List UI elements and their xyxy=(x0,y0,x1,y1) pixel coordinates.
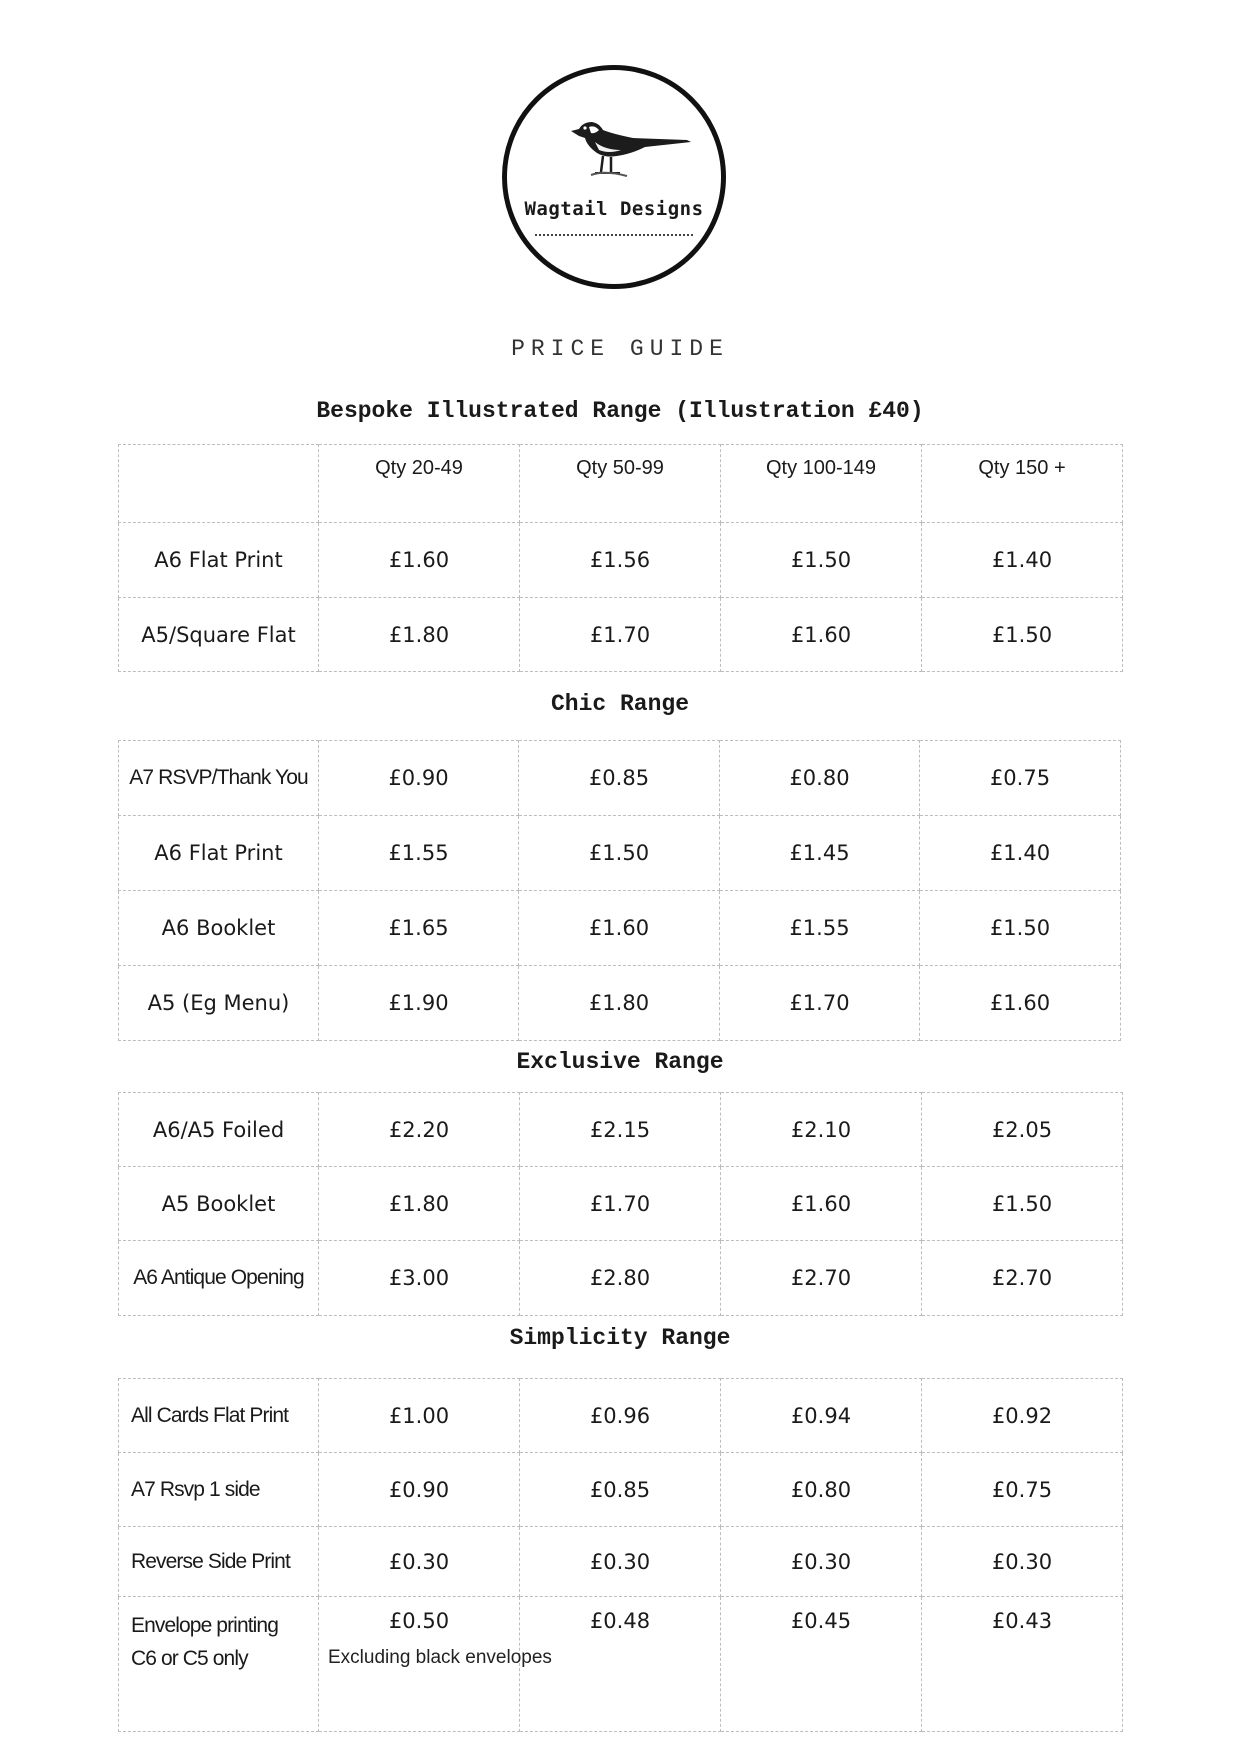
price-cell: £1.70 xyxy=(720,966,920,1041)
price-cell: £1.50 xyxy=(922,1167,1123,1241)
range-title-bespoke: Bespoke Illustrated Range (Illustration £40) xyxy=(316,398,924,424)
row-label: All Cards Flat Print xyxy=(119,1379,319,1453)
price-cell: £0.30 xyxy=(922,1527,1123,1597)
price-cell: £1.40 xyxy=(920,816,1121,891)
brand-name: Wagtail Designs xyxy=(524,198,704,220)
price-cell: £2.70 xyxy=(922,1241,1123,1316)
header-empty-cell xyxy=(119,445,319,523)
row-label-line1: Envelope printing xyxy=(131,1614,278,1637)
price-cell: £2.20 xyxy=(319,1093,520,1167)
table-row xyxy=(119,598,1123,672)
price-cell: £0.75 xyxy=(920,741,1121,816)
table-row xyxy=(119,523,1123,598)
price-cell: £0.90 xyxy=(319,1453,520,1527)
price-cell xyxy=(319,1597,552,1732)
price-table-exclusive xyxy=(118,1092,1123,1316)
table-row xyxy=(119,1241,1123,1316)
price-cell: £1.50 xyxy=(920,891,1121,966)
price-cell: £2.70 xyxy=(721,1241,922,1316)
table-row xyxy=(119,1167,1123,1241)
range-title-exclusive: Exclusive Range xyxy=(516,1049,724,1075)
price-cell: £2.15 xyxy=(520,1093,721,1167)
row-label: A7 RSVP/Thank You xyxy=(119,741,319,816)
row-label: A5 (Eg Menu) xyxy=(119,966,319,1041)
row-label: Reverse Side Print xyxy=(119,1527,319,1597)
table-row xyxy=(119,891,1121,966)
price-cell: £2.10 xyxy=(721,1093,922,1167)
price-cell: £2.05 xyxy=(922,1093,1123,1167)
price-cell: £1.70 xyxy=(520,1167,721,1241)
brand-logo xyxy=(502,65,726,289)
wagtail-bird-icon xyxy=(565,110,700,190)
price-cell: £1.80 xyxy=(319,1167,520,1241)
price-cell: £1.60 xyxy=(721,598,922,672)
price-cell: £0.48 xyxy=(520,1597,721,1732)
table-header-row xyxy=(119,445,1123,523)
page-title: PRICE GUIDE xyxy=(511,336,729,362)
price-cell: £1.80 xyxy=(319,598,520,672)
qty-header: Qty 100-149 xyxy=(721,445,922,523)
price-cell: £3.00 xyxy=(319,1241,520,1316)
qty-header: Qty 20-49 xyxy=(319,445,520,523)
row-label: A6 Antique Opening xyxy=(119,1241,319,1316)
table-row xyxy=(119,1093,1123,1167)
price-cell: £0.85 xyxy=(519,741,720,816)
price-cell: £1.60 xyxy=(721,1167,922,1241)
price-cell: £0.92 xyxy=(922,1379,1123,1453)
price-cell: £1.45 xyxy=(720,816,920,891)
envelope-note: Excluding black envelopes xyxy=(328,1647,552,1668)
table-row xyxy=(119,1597,1123,1732)
logo-dotted-divider xyxy=(535,234,693,236)
price-cell: £0.90 xyxy=(319,741,519,816)
price-cell: £0.80 xyxy=(720,741,920,816)
price-table-bespoke xyxy=(118,444,1123,672)
price-cell: £1.60 xyxy=(519,891,720,966)
price-cell: £1.65 xyxy=(319,891,519,966)
price-cell: £1.90 xyxy=(319,966,519,1041)
row-label: A6 Booklet xyxy=(119,891,319,966)
price-cell: £0.75 xyxy=(922,1453,1123,1527)
row-label: A7 Rsvp 1 side xyxy=(119,1453,319,1527)
price-cell: £0.45 xyxy=(721,1597,922,1732)
price-cell: £1.50 xyxy=(922,598,1123,672)
table-row xyxy=(119,816,1121,891)
row-label: A6 Flat Print xyxy=(119,816,319,891)
price-cell: £0.30 xyxy=(520,1527,721,1597)
price-cell: £1.70 xyxy=(520,598,721,672)
row-label: A5 Booklet xyxy=(119,1167,319,1241)
price-cell: £0.30 xyxy=(319,1527,520,1597)
price-cell: £1.80 xyxy=(519,966,720,1041)
price-cell: £1.55 xyxy=(720,891,920,966)
row-label-line2: C6 or C5 only xyxy=(131,1647,248,1670)
price-cell: £2.80 xyxy=(520,1241,721,1316)
table-row xyxy=(119,1527,1123,1597)
price-cell: £1.40 xyxy=(922,523,1123,598)
price-cell: £1.50 xyxy=(721,523,922,598)
table-row xyxy=(119,1379,1123,1453)
price-cell: £0.43 xyxy=(922,1597,1123,1732)
price-cell: £0.80 xyxy=(721,1453,922,1527)
qty-header: Qty 50-99 xyxy=(520,445,721,523)
table-row xyxy=(119,1453,1123,1527)
price-cell: £1.56 xyxy=(520,523,721,598)
range-title-simplicity: Simplicity Range xyxy=(509,1325,731,1351)
table-row xyxy=(119,741,1121,816)
price-cell: £1.55 xyxy=(319,816,519,891)
price-cell: £0.96 xyxy=(520,1379,721,1453)
price-cell: £0.94 xyxy=(721,1379,922,1453)
row-label xyxy=(119,1597,319,1732)
price-value: £0.50 xyxy=(388,1609,450,1633)
price-cell: £0.85 xyxy=(520,1453,721,1527)
price-cell: £0.30 xyxy=(721,1527,922,1597)
qty-header: Qty 150 + xyxy=(922,445,1123,523)
price-table-simplicity xyxy=(118,1378,1123,1732)
row-label: A6 Flat Print xyxy=(119,523,319,598)
price-cell: £1.00 xyxy=(319,1379,520,1453)
price-table-chic xyxy=(118,740,1121,1041)
row-label: A6/A5 Foiled xyxy=(119,1093,319,1167)
price-cell: £1.60 xyxy=(319,523,520,598)
price-cell: £1.50 xyxy=(519,816,720,891)
table-row xyxy=(119,966,1121,1041)
price-cell: £1.60 xyxy=(920,966,1121,1041)
range-title-chic: Chic Range xyxy=(550,691,690,717)
row-label: A5/Square Flat xyxy=(119,598,319,672)
